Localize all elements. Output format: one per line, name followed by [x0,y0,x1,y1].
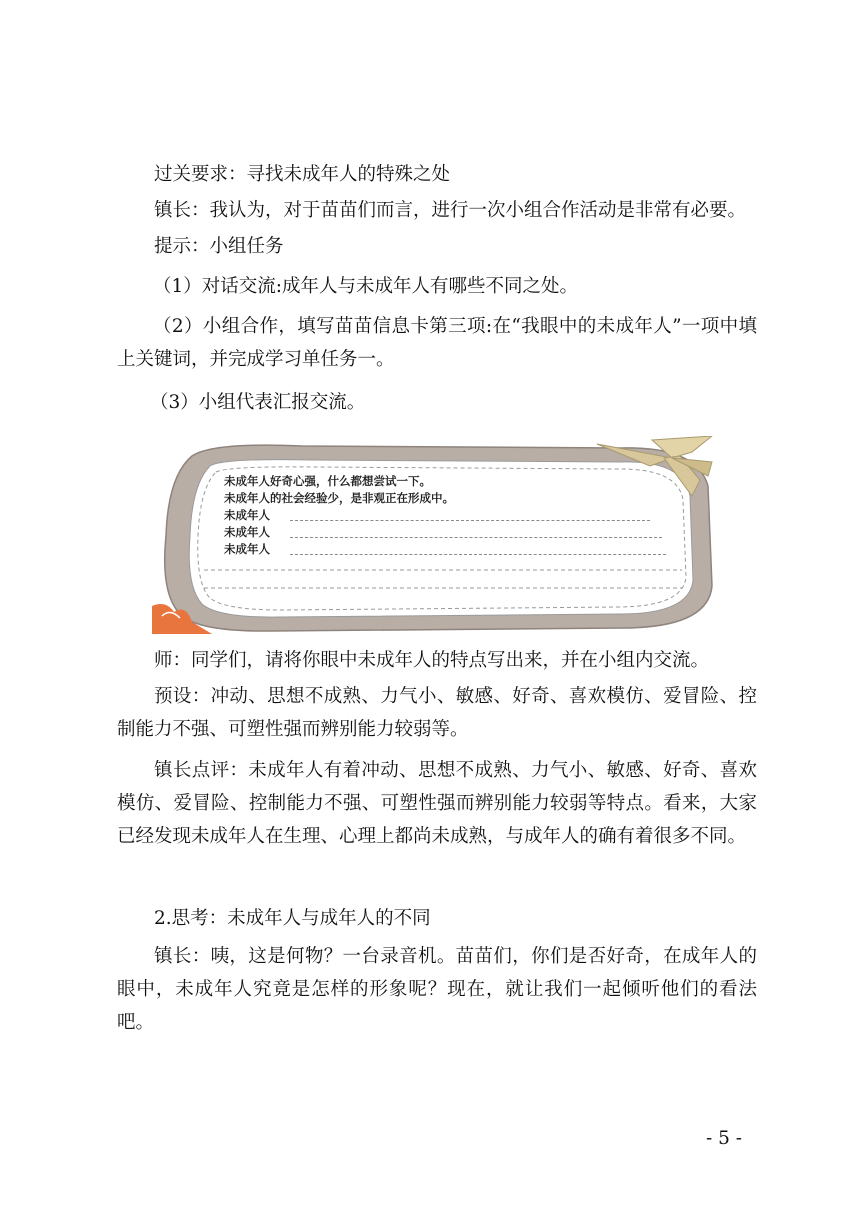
hint-line: 提示：小组任务 [154,236,284,257]
mayor-statement: 镇长：我认为，对于苗苗们而言，进行一次小组合作活动是非常有必要。 [154,200,747,221]
section-heading-2: 2.思考：未成年人与成年人的不同 [154,908,431,929]
task-item-2: （2）小组合作，填写苗苗信息卡第三项:在“我眼中的未成年人”一项中填上关键词，并完成学习单任务一。 [117,316,757,370]
task-item-3: （3）小组代表汇报交流。 [150,392,366,413]
card-line-5: 未成年人 [224,542,270,556]
preset-answers: 预设：冲动、思想不成熟、力气小、敏感、好奇、喜欢模仿、爱冒险、控制能力不强、可塑性强而辨别能力较弱等。 [117,686,757,740]
page-number: - 5 - [706,1128,743,1149]
card-line-1: 未成年人好奇心强，什么都想尝试一下。 [224,474,431,488]
teacher-instruction: 师：同学们，请将你眼中未成年人的特点写出来，并在小组内交流。 [154,650,710,671]
mayor-recorder-paragraph: 镇长：咦，这是何物？一台录音机。苗苗们，你们是否好奇，在成年人的眼中，未成年人究竟是怎样的形象呢？现在，就让我们一起倾听他们的看法吧。 [117,946,757,1033]
card-line-3: 未成年人 [224,508,270,522]
card-blank-5 [290,554,666,555]
card-line-4: 未成年人 [224,525,270,539]
task-item-1: （1）对话交流:成年人与未成年人有哪些不同之处。 [153,276,579,297]
card-blank-4 [290,537,662,538]
requirement-line: 过关要求：寻找未成年人的特殊之处 [154,164,451,185]
card-line-2: 未成年人的社会经验少，是非观正在形成中。 [224,491,454,505]
info-card-illustration [152,436,722,636]
card-blank-3 [290,520,650,521]
mayor-comment: 镇长点评：未成年人有着冲动、思想不成熟、力气小、敏感、好奇、喜欢模仿、爱冒险、控制能力不强、可塑性强而辨别能力较弱等特点。看来，大家已经发现未成年人在生理、心理上都尚未成熟，与成年人的确有着很多不同。 [117,760,757,847]
